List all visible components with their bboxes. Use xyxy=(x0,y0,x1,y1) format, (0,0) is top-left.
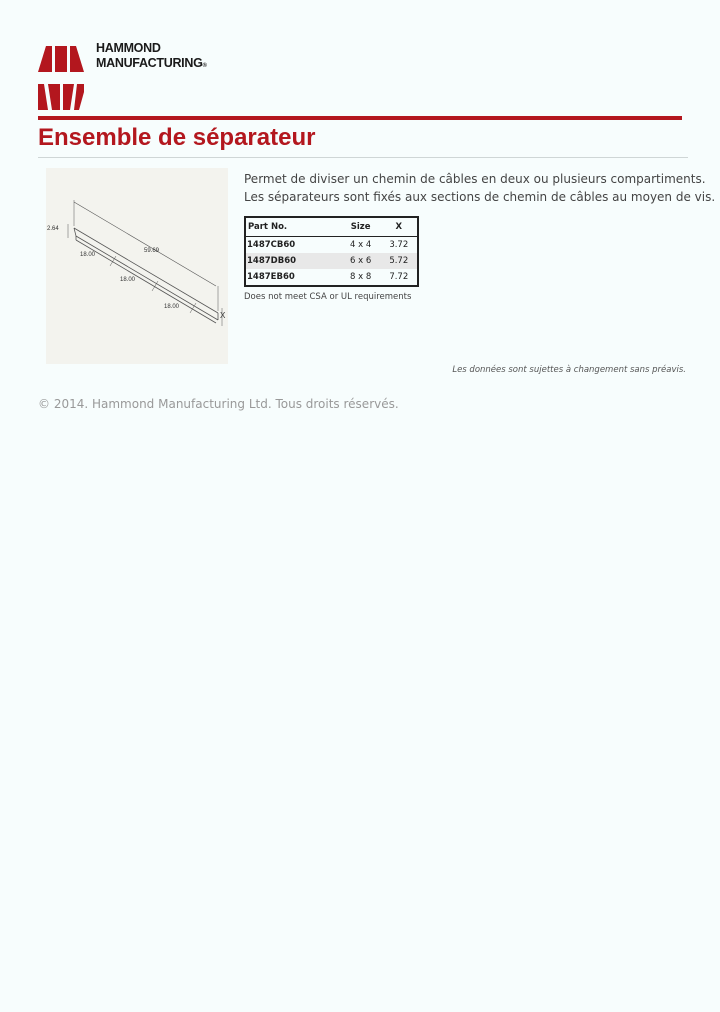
table-row xyxy=(245,237,418,254)
divider-drawing-svg xyxy=(46,168,228,364)
dim-height-label: 2.64 xyxy=(47,226,59,232)
page-title: Ensemble de séparateur xyxy=(38,124,316,151)
logo-line-1: HAMMOND xyxy=(96,41,161,55)
row-x: 5.72 xyxy=(381,253,418,269)
logo-line-2-text: MANUFACTURING xyxy=(96,56,203,70)
certification-note: Does not meet CSA or UL requirements xyxy=(244,292,412,302)
row-x: 3.72 xyxy=(389,240,409,250)
hammond-logo xyxy=(38,42,238,114)
row-part: 1487EB60 xyxy=(247,272,295,282)
dim-seg3-label: 18.00 xyxy=(164,304,180,310)
title-divider xyxy=(38,157,688,158)
disclaimer: Les données sont sujettes à changement sans préavis. xyxy=(452,365,686,375)
description-line-2: Les séparateurs sont fixés aux sections de chemin de câbles au moyen de vis. xyxy=(244,190,716,204)
registered-mark: ® xyxy=(202,63,207,69)
hammond-logo-mark-icon xyxy=(38,42,88,114)
description-line-1: Permet de diviser un chemin de câbles en deux ou plusieurs compartiments. xyxy=(244,172,706,186)
row-size: 4 x 4 xyxy=(350,240,372,250)
red-header-rule xyxy=(38,116,682,120)
dim-x-label: X xyxy=(220,311,226,320)
product-drawing xyxy=(46,168,228,364)
header-size: Size xyxy=(341,217,381,237)
product-description xyxy=(244,170,716,206)
divider-top-edge xyxy=(74,228,218,313)
dim-seg2-label: 18.00 xyxy=(120,277,136,283)
row-part: 1487CB60 xyxy=(247,240,296,250)
logo-line-2 xyxy=(96,57,207,73)
row-size: 8 x 8 xyxy=(350,272,372,282)
row-size: 6 x 6 xyxy=(341,253,381,269)
copyright: © 2014. Hammond Manufacturing Ltd. Tous droits réservés. xyxy=(38,397,399,411)
header-part-no: Part No. xyxy=(245,217,341,237)
spec-table xyxy=(244,216,419,287)
spec-table-header xyxy=(245,217,418,237)
row-part: 1487DB60 xyxy=(245,253,341,269)
table-row xyxy=(245,269,418,286)
row-x: 7.72 xyxy=(389,272,409,282)
table-row xyxy=(245,253,418,269)
dim-seg1-label: 18.00 xyxy=(80,252,96,258)
length-dim-line xyxy=(74,202,216,286)
header-x: X xyxy=(381,217,418,237)
dim-length-label: 59.69 xyxy=(144,248,160,254)
